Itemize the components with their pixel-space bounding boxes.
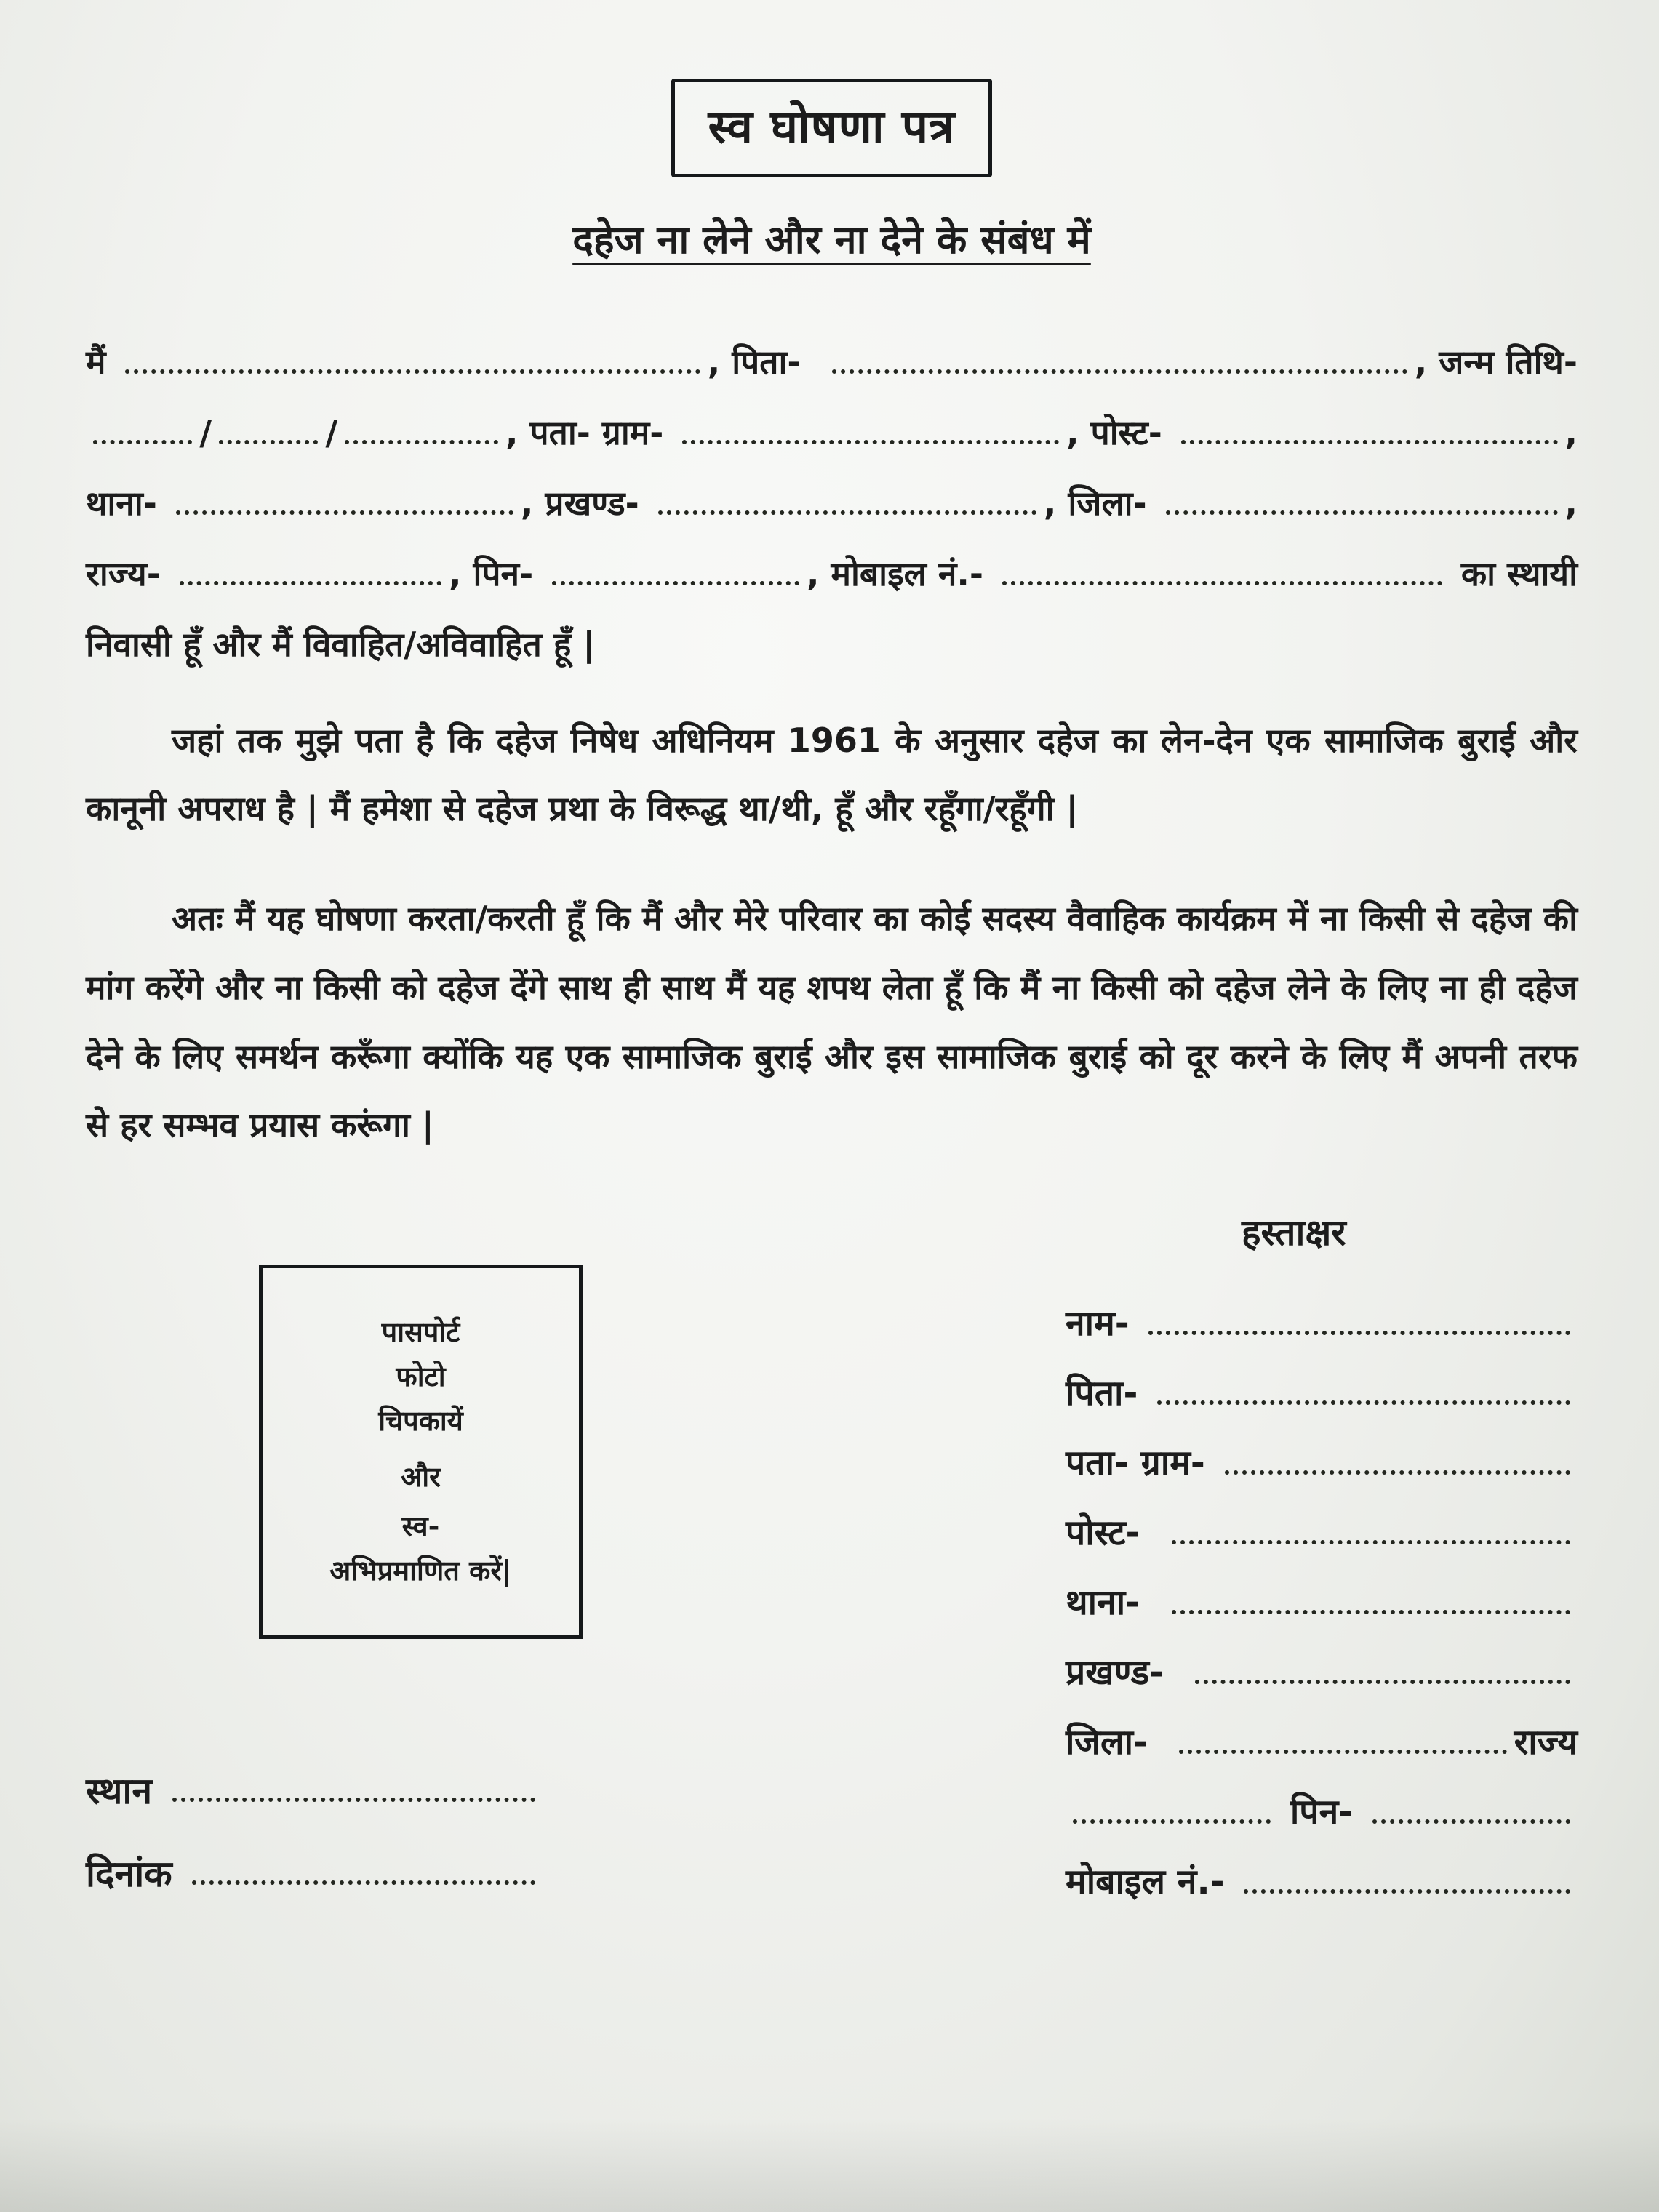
field-label: पता- ग्राम- <box>1066 1442 1218 1483</box>
field-label: / <box>325 413 338 453</box>
dotted-blank-field <box>832 369 1407 374</box>
signature-row <box>1066 1554 1578 1624</box>
dotted-blank-field <box>1166 510 1558 515</box>
field-label: , <box>1564 413 1578 453</box>
photo-box-line: फोटो <box>396 1361 446 1392</box>
field-label: पोस्ट- <box>1066 1512 1164 1553</box>
signature-row <box>1066 1414 1578 1484</box>
place-date-section <box>86 1730 543 1896</box>
dotted-blank-field <box>1157 1400 1570 1405</box>
place-row <box>86 1730 543 1813</box>
photo-box-line: चिपकायें <box>378 1404 463 1437</box>
field-label: राज्य <box>1514 1721 1578 1763</box>
field-label: प्रखण्ड- <box>1066 1651 1188 1693</box>
dotted-blank-field <box>180 581 441 585</box>
dotted-blank-field <box>125 369 700 374</box>
dotted-blank-field <box>1244 1889 1570 1894</box>
closing-line: निवासी हूँ और मैं विवाहित/अविवाहित हूँ | <box>86 625 596 665</box>
dotted-blank-field <box>192 1880 535 1885</box>
field-label: थाना- <box>1066 1582 1164 1623</box>
body-paragraph: जहां तक मुझे पता है कि दहेज निषेध अधिनियम 1961 के अनुसार दहेज का लेन-देन एक सामाजिक बुराई और कानूनी अपराध है | मैं हमेशा से दहेज प्रथा के विरूद्ध था/थी, हूँ और रहूँगा/रहूँगी | <box>86 720 1578 829</box>
field-label: , पोस्ट- <box>1066 413 1174 453</box>
form-line <box>86 383 1578 454</box>
dotted-blank-field <box>1225 1470 1570 1475</box>
signature-row <box>1066 1833 1578 1903</box>
document-subtitle: दहेज ना लेने और ना देने के संबंध में <box>572 216 1091 263</box>
photo-box-line: और <box>401 1460 441 1493</box>
photo-box-line: स्व- <box>401 1510 440 1543</box>
field-label: , मोबाइल नं.- <box>807 554 995 594</box>
field-label: , पिता- <box>707 342 825 382</box>
dotted-blank-field <box>1179 1750 1506 1754</box>
signature-row <box>1066 1484 1578 1554</box>
field-label: पिता- <box>1066 1372 1151 1414</box>
form-line <box>86 313 1578 383</box>
field-label: / <box>199 413 212 453</box>
photo-box-line: पासपोर्ट <box>381 1316 460 1349</box>
dotted-blank-field <box>1195 1680 1570 1684</box>
field-label: , पता- ग्राम- <box>505 413 676 453</box>
title-box <box>671 79 993 177</box>
intro-section <box>86 313 1578 665</box>
field-label: राज्य- <box>86 554 172 594</box>
field-label: मैं <box>86 342 118 382</box>
field-label: का स्थायी <box>1449 554 1578 594</box>
dotted-blank-field <box>682 440 1059 444</box>
dotted-blank-field <box>176 510 513 515</box>
signature-row <box>1066 1763 1578 1833</box>
dotted-blank-field <box>345 440 498 444</box>
dotted-blank-field <box>219 440 318 444</box>
field-label: थाना- <box>86 484 169 524</box>
field-label: नाम- <box>1066 1302 1142 1344</box>
photo-box <box>259 1265 583 1639</box>
form-line <box>86 454 1578 524</box>
field-label: पिन- <box>1278 1791 1365 1832</box>
dotted-blank-field <box>1073 1819 1271 1824</box>
dotted-blank-field <box>1002 581 1442 585</box>
document-title: स्व घोषणा पत्र <box>708 100 956 154</box>
field-label: , जन्म तिथि- <box>1414 342 1578 382</box>
photo-box-line: अभिप्रमाणित करें| <box>329 1555 512 1587</box>
left-column <box>86 1206 1066 1903</box>
signature-row <box>1066 1275 1578 1345</box>
field-label: दिनांक <box>86 1853 185 1896</box>
form-line <box>86 524 1578 595</box>
field-label: मोबाइल नं.- <box>1066 1861 1237 1902</box>
dotted-blank-field <box>1172 1610 1570 1614</box>
bottom-section <box>86 1206 1578 1903</box>
field-label: , <box>1564 484 1578 524</box>
signature-section <box>1066 1206 1578 1903</box>
dotted-blank-field <box>658 510 1036 515</box>
signature-row <box>1066 1694 1578 1763</box>
signature-heading: हस्ताक्षर <box>1242 1211 1346 1254</box>
dotted-blank-field <box>1372 1819 1570 1824</box>
dotted-blank-field <box>1148 1331 1570 1335</box>
date-row <box>86 1813 543 1896</box>
signature-row <box>1066 1624 1578 1694</box>
dotted-blank-field <box>1172 1540 1570 1544</box>
field-label: जिला- <box>1066 1721 1172 1763</box>
dotted-blank-field <box>1181 440 1558 444</box>
dotted-blank-field <box>172 1798 535 1802</box>
field-label: , जिला- <box>1043 484 1159 524</box>
field-label: , पिन- <box>449 554 545 594</box>
dotted-blank-field <box>93 440 192 444</box>
body-paragraph: अतः मैं यह घोषणा करता/करती हूँ कि मैं और मेरे परिवार का कोई सदस्य वैवाहिक कार्यक्रम में ना किसी से दहेज की मांग करेंगे और ना किसी को दहेज देंगे साथ ही साथ मैं यह शपथ लेता हूँ कि मैं ना किसी को दहेज लेने के लिए ना ही दहेज देने के लिए समर्थन करूँगा क्योंकि यह एक सामाजिक बुराई और इस सामाजिक बुराई को दूर करने के लिए मैं अपनी तरफ से हर सम्भव प्रयास करूंगा | <box>86 899 1578 1145</box>
field-label: , प्रखण्ड- <box>520 484 651 524</box>
dotted-blank-field <box>552 581 799 585</box>
signature-row <box>1066 1345 1578 1414</box>
field-label: स्थान <box>86 1770 165 1813</box>
